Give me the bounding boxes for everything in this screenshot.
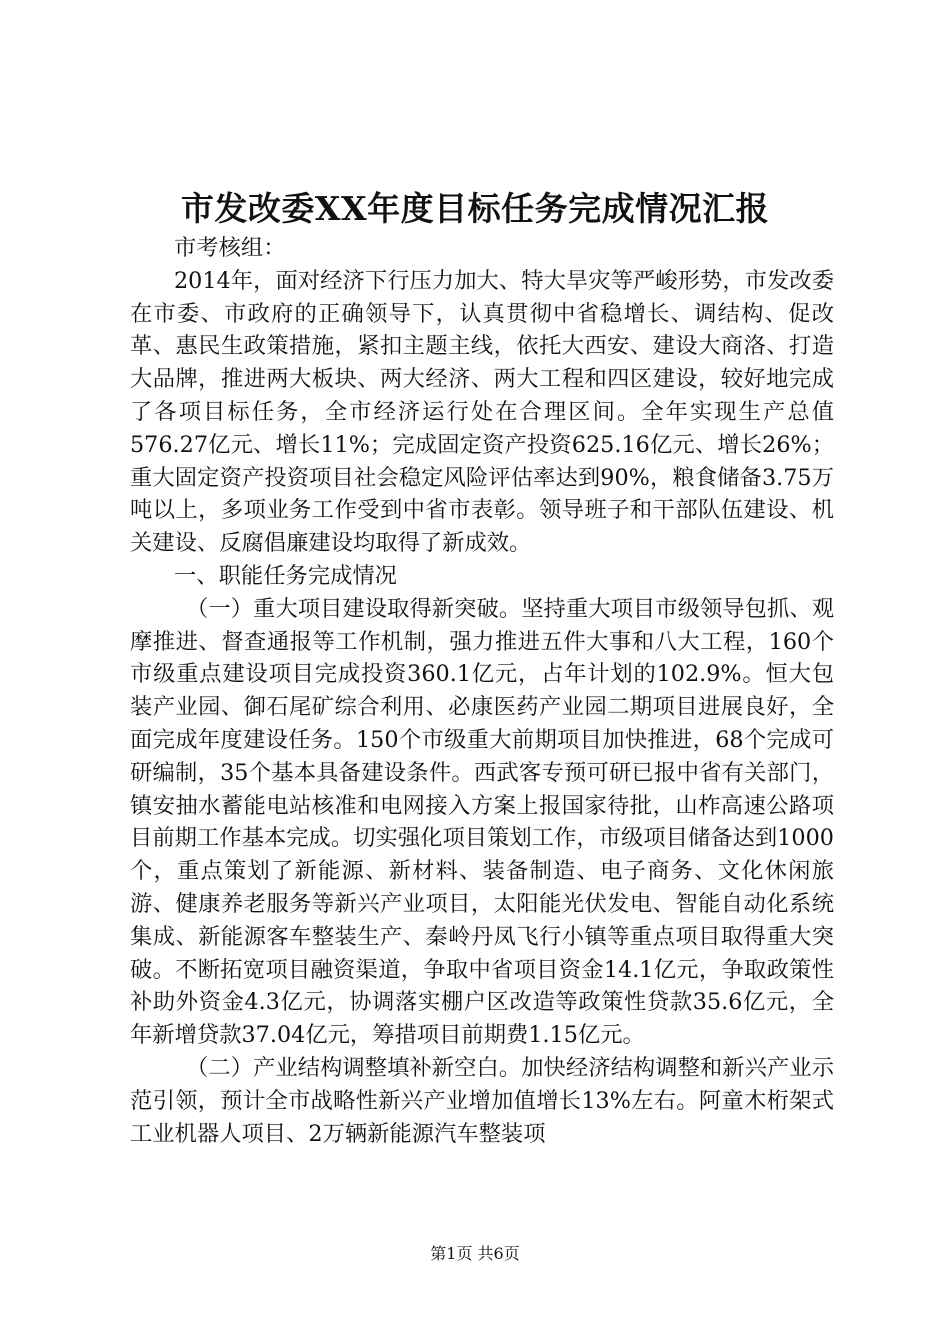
paragraph-subsection-1: （一）重大项目建设取得新突破。坚持重大项目市级领导包抓、观摩推进、督查通报等工作机制，强力推进五件大事和八大工程，160个市级重点建设项目完成投资360.1亿元，占年计划的102.9%。恒大包装产业园、御石尾矿综合利用、必康医药产业园二期项目进展良好，全面完成年度建设任务。150个市级重大前期项目加快推进，68个完成可研编制，35个基本具备建设条件。西武客专预可研已报中省有关部门，镇安抽水蓄能电站核准和电网接入方案上报国家待批，山柞高速公路项目前期工作基本完成。切实强化项目策划工作，市级项目储备达到1000个，重点策划了新能源、新材料、装备制造、电子商务、文化休闲旅游、健康养老服务等新兴产业项目，太阳能光伏发电、智能自动化系统集成、新能源客车整装生产、秦岭丹凤飞行小镇等重点项目取得重大突破。不断拓宽项目融资渠道，争取中省项目资金14.1亿元，争取政策性补助外资金4.3亿元，协调落实棚户区改造等政策性贷款35.6亿元，全年新增贷款37.04亿元，筹措项目前期费1.15亿元。 — [130, 595, 834, 1049]
page-number-footer: 第1页 共6页 — [430, 1244, 520, 1263]
paragraph-intro: 2014年，面对经济下行压力加大、特大旱灾等严峻形势，市发改委在市委、市政府的正确领导下，认真贯彻中省稳增长、调结构、促改革、惠民生政策措施，紧扣主题主线，依托大西安、建设大商洛、打造大品牌，推进两大板块、两大经济、两大工程和四区建设，较好地完成了各项目标任务，全市经济运行处在合理区间。全年实现生产总值576.27亿元、增长11%；完成固定资产投资625.16亿元、增长26%；重大固定资产投资项目社会稳定风险评估率达到90%，粮食储备3.75万吨以上，多项业务工作受到中省市表彰。领导班子和干部队伍建设、机关建设、反腐倡廉建设均取得了新成效。 — [130, 267, 834, 557]
document-body — [130, 232, 834, 1150]
salutation: 市考核组： — [174, 235, 286, 261]
document-title: 市发改委XX年度目标任务完成情况汇报 — [180, 189, 770, 228]
section-heading-1: 一、职能任务完成情况 — [174, 562, 397, 589]
paragraph-subsection-2: （二）产业结构调整填补新空白。加快经济结构调整和新兴产业示范引领，预计全市战略性新兴产业增加值增长13%左右。阿童木桁架式工业机器人项目、2万辆新能源汽车整装项 — [130, 1054, 834, 1147]
